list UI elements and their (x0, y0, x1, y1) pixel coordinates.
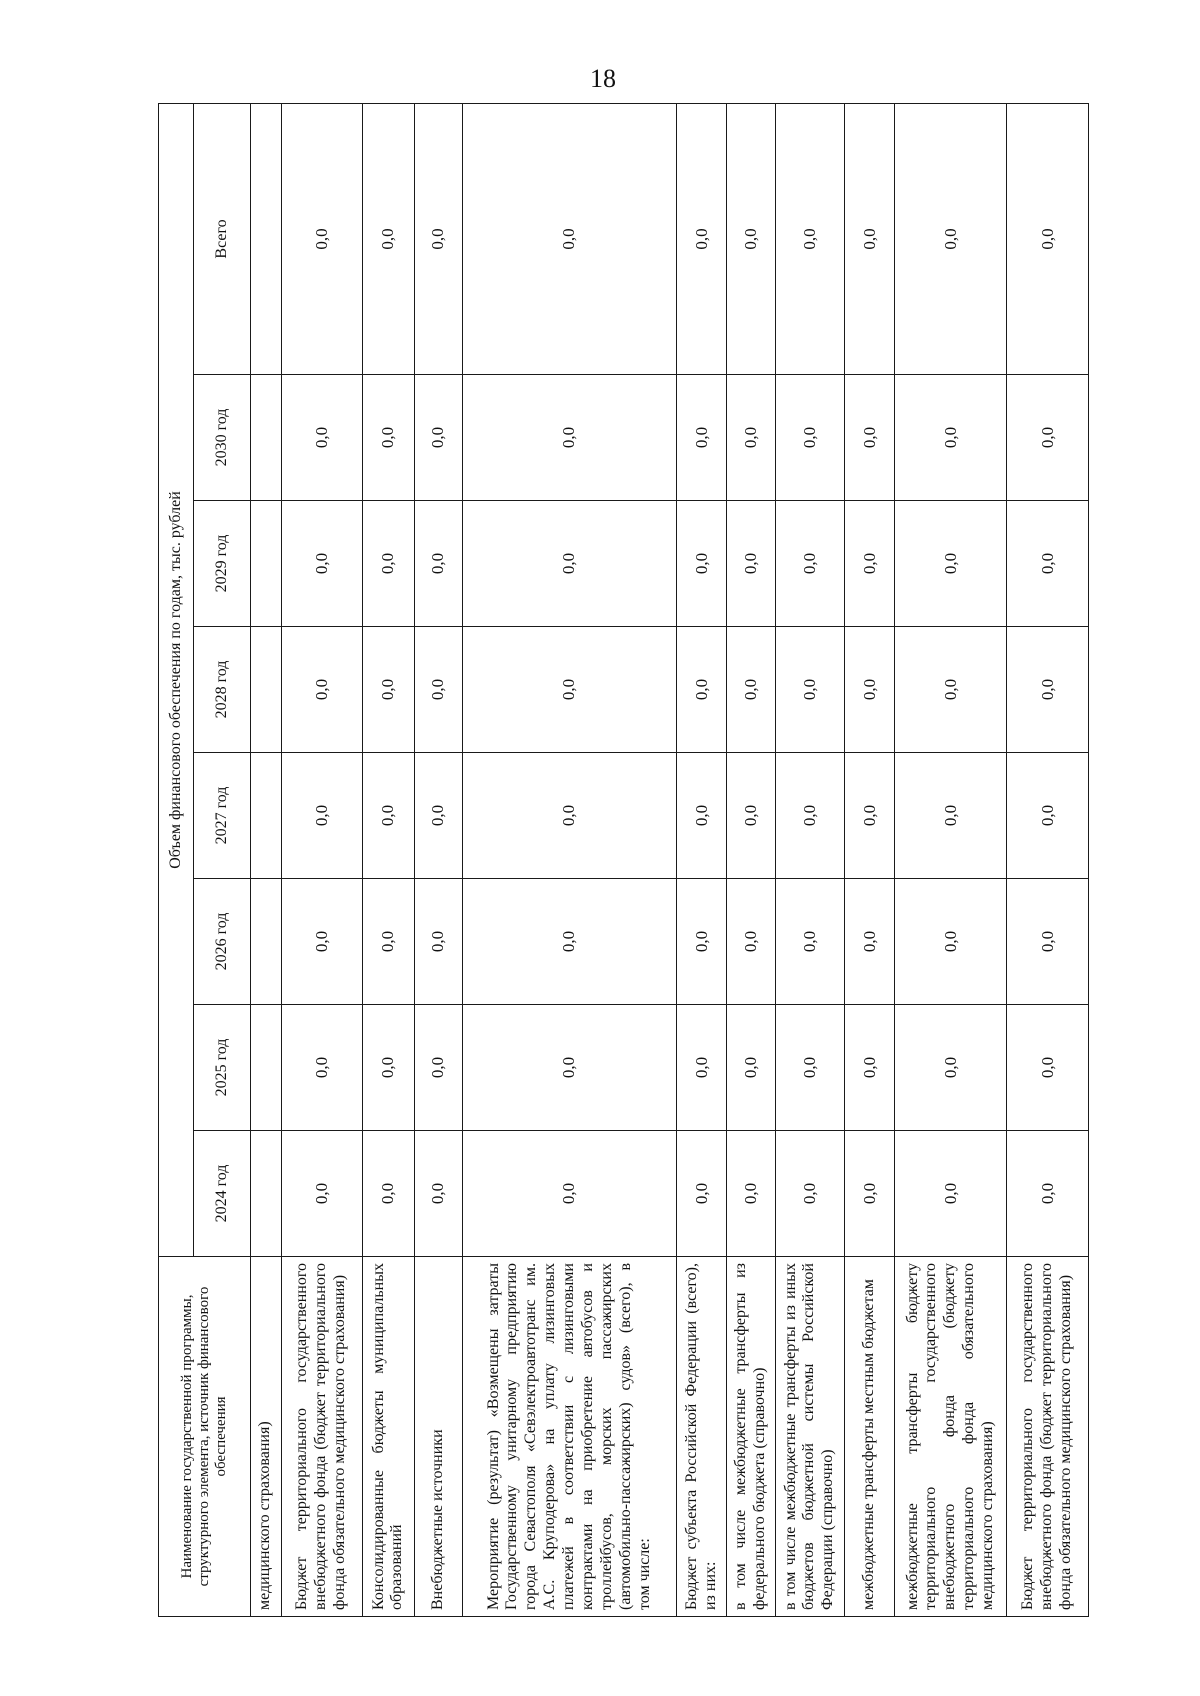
table-row (462, 103, 677, 1616)
year-value-cell: 0,0 (677, 879, 727, 1005)
year-value-cell: 0,0 (677, 1005, 727, 1131)
year-value-cell: 0,0 (281, 501, 362, 627)
total-header: Всего (194, 103, 251, 374)
total-cell: 0,0 (845, 103, 895, 374)
table-row (1007, 103, 1089, 1616)
table-row (845, 103, 895, 1616)
row-label: Внебюджетные источники (415, 1257, 463, 1617)
year-value-cell: 0,0 (895, 1131, 1007, 1257)
year-value-cell: 0,0 (845, 753, 895, 879)
year-value-cell: 0,0 (1007, 1005, 1089, 1131)
total-cell: 0,0 (362, 103, 414, 374)
year-value-cell: 0,0 (462, 753, 677, 879)
year-value-cell: 0,0 (727, 1005, 775, 1131)
row-label: Мероприятие (результат) «Возмещены затраты Государственному унитарному предприятию города Севастополя «Севэлектроавтотранс им. А.С. Круподерова» на уплату лизинговых платежей в соответствии с лизинговыми контрактами на приобретение автобусов и троллейбусов, морских пассажирских (автомобильно-пассажирских) судов» (всего), в том числе: (462, 1257, 677, 1617)
year-value-cell: 0,0 (415, 375, 463, 501)
year-value-cell: 0,0 (727, 753, 775, 879)
row-label: Бюджет субъекта Российской Федерации (всего), из них: (677, 1257, 727, 1617)
year-value-cell: 0,0 (415, 1131, 463, 1257)
year-value-cell: 0,0 (775, 375, 845, 501)
year-value-cell: 0,0 (775, 501, 845, 627)
row-label: в том числе межбюджетные трансферты из федерального бюджета (справочно) (727, 1257, 775, 1617)
year-value-cell: 0,0 (281, 1005, 362, 1131)
row-label: в том числе межбюджетные трансферты из иных бюджетов бюджетной системы Российской Федерации (справочно) (775, 1257, 845, 1617)
total-cell: 0,0 (775, 103, 845, 374)
total-cell: 0,0 (462, 103, 677, 374)
year-value-cell: 0,0 (462, 375, 677, 501)
year-header: 2025 год (194, 1005, 251, 1131)
table-row (895, 103, 1007, 1616)
financing-table (158, 103, 1089, 1617)
year-value-cell: 0,0 (362, 1005, 414, 1131)
year-value-cell (251, 753, 282, 879)
year-value-cell: 0,0 (1007, 879, 1089, 1005)
year-header: 2029 год (194, 501, 251, 627)
row-label: межбюджетные трансферты бюджету территориального государственного внебюджетного фонда (бюджету территориального фонда обязательного медицинского страхования) (895, 1257, 1007, 1617)
name-column-header: Наименование государственной программы, структурного элемента, источник финансового обеспечения (159, 1257, 251, 1617)
financing-group-header: Объем финансового обеспечения по годам, тыс. рублей (159, 103, 194, 1256)
year-value-cell: 0,0 (362, 501, 414, 627)
year-value-cell (251, 501, 282, 627)
year-value-cell: 0,0 (775, 879, 845, 1005)
total-cell: 0,0 (1007, 103, 1089, 374)
total-cell: 0,0 (415, 103, 463, 374)
year-header: 2028 год (194, 627, 251, 753)
year-value-cell: 0,0 (895, 375, 1007, 501)
year-header: 2024 год (194, 1131, 251, 1257)
total-cell: 0,0 (727, 103, 775, 374)
year-value-cell (251, 375, 282, 501)
row-label: Консолидированные бюджеты муниципальных образований (362, 1257, 414, 1617)
table-body (251, 103, 1089, 1616)
year-value-cell: 0,0 (362, 375, 414, 501)
year-value-cell: 0,0 (677, 501, 727, 627)
year-value-cell: 0,0 (462, 501, 677, 627)
year-value-cell: 0,0 (415, 1005, 463, 1131)
year-value-cell: 0,0 (895, 1005, 1007, 1131)
table-row (727, 103, 775, 1616)
year-value-cell: 0,0 (895, 753, 1007, 879)
total-cell (251, 103, 282, 374)
year-value-cell: 0,0 (845, 1005, 895, 1131)
year-value-cell: 0,0 (775, 1131, 845, 1257)
year-value-cell: 0,0 (415, 753, 463, 879)
year-value-cell: 0,0 (895, 501, 1007, 627)
year-value-cell: 0,0 (281, 627, 362, 753)
year-value-cell: 0,0 (462, 1131, 677, 1257)
year-value-cell (251, 1131, 282, 1257)
table-frame (158, 104, 1089, 1617)
year-value-cell: 0,0 (677, 375, 727, 501)
table-row (677, 103, 727, 1616)
table-row (281, 103, 362, 1616)
table-row (415, 103, 463, 1616)
row-label: медицинского страхования) (251, 1257, 282, 1617)
year-value-cell: 0,0 (415, 501, 463, 627)
year-value-cell: 0,0 (775, 1005, 845, 1131)
year-value-cell: 0,0 (775, 753, 845, 879)
year-value-cell: 0,0 (1007, 501, 1089, 627)
row-label: Бюджет территориального государственного внебюджетного фонда (бюджет территориального фонда обязательного медицинского страхования) (1007, 1257, 1089, 1617)
year-value-cell: 0,0 (677, 1131, 727, 1257)
row-label: Бюджет территориального государственного внебюджетного фонда (бюджет территориального фонда обязательного медицинского страхования) (281, 1257, 362, 1617)
year-value-cell: 0,0 (845, 1131, 895, 1257)
year-header: 2026 год (194, 879, 251, 1005)
year-header: 2027 год (194, 753, 251, 879)
year-value-cell: 0,0 (727, 1131, 775, 1257)
year-value-cell: 0,0 (677, 627, 727, 753)
year-value-cell: 0,0 (845, 375, 895, 501)
year-value-cell: 0,0 (845, 501, 895, 627)
year-value-cell: 0,0 (362, 879, 414, 1005)
year-value-cell: 0,0 (362, 627, 414, 753)
year-value-cell: 0,0 (415, 879, 463, 1005)
page-number: 18 (590, 64, 616, 93)
year-value-cell: 0,0 (1007, 627, 1089, 753)
year-value-cell: 0,0 (727, 501, 775, 627)
year-value-cell: 0,0 (281, 879, 362, 1005)
year-value-cell: 0,0 (845, 879, 895, 1005)
year-value-cell: 0,0 (462, 879, 677, 1005)
year-value-cell: 0,0 (362, 753, 414, 879)
year-value-cell: 0,0 (281, 1131, 362, 1257)
table-row (362, 103, 414, 1616)
year-value-cell: 0,0 (727, 627, 775, 753)
total-cell: 0,0 (895, 103, 1007, 374)
year-header: 2030 год (194, 375, 251, 501)
year-value-cell (251, 1005, 282, 1131)
year-value-cell: 0,0 (895, 627, 1007, 753)
row-label: межбюджетные трансферты местным бюджетам (845, 1257, 895, 1617)
year-value-cell: 0,0 (845, 627, 895, 753)
year-value-cell: 0,0 (281, 375, 362, 501)
year-value-cell: 0,0 (677, 753, 727, 879)
table-row (251, 103, 282, 1616)
year-value-cell (251, 627, 282, 753)
year-value-cell: 0,0 (415, 627, 463, 753)
year-value-cell: 0,0 (462, 1005, 677, 1131)
year-value-cell (251, 879, 282, 1005)
year-value-cell: 0,0 (1007, 753, 1089, 879)
year-value-cell: 0,0 (362, 1131, 414, 1257)
year-value-cell: 0,0 (775, 627, 845, 753)
year-value-cell: 0,0 (727, 879, 775, 1005)
year-value-cell: 0,0 (727, 375, 775, 501)
year-value-cell: 0,0 (462, 627, 677, 753)
total-cell: 0,0 (677, 103, 727, 374)
table-row (775, 103, 845, 1616)
year-value-cell: 0,0 (1007, 375, 1089, 501)
year-value-cell: 0,0 (895, 879, 1007, 1005)
total-cell: 0,0 (281, 103, 362, 374)
year-value-cell: 0,0 (281, 753, 362, 879)
year-value-cell: 0,0 (1007, 1131, 1089, 1257)
